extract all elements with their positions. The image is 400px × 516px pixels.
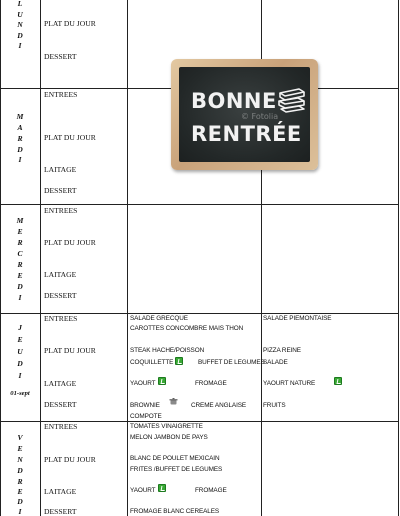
label-plat-mardi: PLAT DU JOUR (44, 133, 96, 142)
jeudi-alt-dessert: FRUITS (263, 402, 286, 409)
label-plat-vendredi: PLAT DU JOUR (44, 455, 96, 464)
vendredi-entree-1: TOMATES VINAIGRETTE (130, 423, 203, 430)
row-divider-mardi (0, 204, 398, 205)
label-plat-mercredi: PLAT DU JOUR (44, 238, 96, 247)
jeudi-plat-3: BUFFET DE LEGUMES (198, 359, 265, 366)
jeudi-alt-plat-2: SALADE (263, 359, 288, 366)
jeudi-laitage-2: FROMAGE (195, 380, 227, 387)
day-letter: M (16, 216, 24, 225)
day-letter: E (17, 335, 23, 344)
books-icon (277, 87, 307, 115)
jeudi-alt-entree: SALADE PIEMONTAISE (263, 315, 332, 322)
day-letter: I (18, 371, 22, 380)
jeudi-alt-plat-1: PIZZA REINE (263, 347, 301, 354)
day-letter: D (17, 31, 23, 40)
day-letter: D (17, 145, 23, 154)
day-letter: R (17, 238, 23, 247)
jeudi-alt-laitage: YAOURT NATURE (263, 380, 316, 387)
label-dessert-mardi: DESSERT (44, 186, 77, 195)
day-letter: U (17, 10, 23, 19)
day-letter: N (17, 20, 23, 29)
bio-label-icon (158, 377, 166, 385)
vendredi-laitage-2: FROMAGE (195, 487, 227, 494)
day-letter: D (17, 359, 23, 368)
day-letter: A (17, 123, 23, 132)
jeudi-dessert-1: BROWNIE (130, 402, 160, 409)
day-letter: R (17, 260, 23, 269)
label-dessert-lundi: DESSERT (44, 52, 77, 61)
vendredi-plat-1: BLANC DE POULET MEXICAIN (130, 455, 220, 462)
watermark: © Fotolia (241, 112, 279, 121)
day-letter: D (17, 282, 23, 291)
label-entrees-jeudi: ENTREES (44, 314, 78, 323)
day-letter: I (18, 293, 22, 302)
label-laitage-vendredi: LAITAGE (44, 487, 77, 496)
day-letter: I (18, 41, 22, 50)
day-letter: M (16, 112, 24, 121)
day-letter: L (17, 0, 23, 8)
day-letter: V (17, 433, 23, 442)
vendredi-dessert-1: FROMAGE BLANC CEREALES (130, 508, 220, 515)
bio-label-icon (158, 484, 166, 492)
day-letter: D (17, 497, 23, 506)
label-laitage-mercredi: LAITAGE (44, 270, 77, 279)
label-dessert-mercredi: DESSERT (44, 291, 77, 300)
date-jeudi: 01-sept (10, 390, 30, 397)
vendredi-entree-2: MELON JAMBON DE PAYS (130, 434, 208, 441)
vendredi-plat-2: FRITES /BUFFET DE LEGUMES (130, 466, 223, 473)
day-letter: I (18, 155, 22, 164)
jeudi-laitage-1: YAOURT (130, 380, 156, 387)
day-letter: J (18, 323, 22, 332)
day-letter: C (17, 249, 23, 258)
label-plat-lundi: PLAT DU JOUR (44, 19, 96, 28)
board-line-1: BONNE (191, 89, 277, 113)
label-entrees-mercredi: ENTREES (44, 206, 78, 215)
label-laitage-jeudi: LAITAGE (44, 379, 77, 388)
bio-label-icon (175, 357, 183, 365)
board-line-2: RENTRÉE (191, 122, 302, 146)
jeudi-plat-2: COQUILLETTE (130, 359, 174, 366)
chalkboard-surface (179, 67, 310, 162)
day-letter: D (17, 466, 23, 475)
day-letter: I (18, 507, 22, 516)
label-plat-jeudi: PLAT DU JOUR (44, 346, 96, 355)
vendredi-laitage-1: YAOURT (130, 487, 156, 494)
column-divider-label (127, 0, 128, 516)
bio-label-icon (334, 377, 342, 385)
day-letter: E (17, 227, 23, 236)
row-divider-lundi-right (314, 88, 398, 89)
day-letter: E (17, 444, 23, 453)
jeudi-plat-1: STEAK HACHE/POISSON (130, 347, 205, 354)
label-entrees-mardi: ENTREES (44, 90, 78, 99)
casserole-icon (169, 398, 178, 405)
day-letter: U (17, 347, 23, 356)
jeudi-dessert-3: COMPOTE (130, 413, 162, 420)
column-divider-day (40, 0, 41, 516)
jeudi-entree-1: SALADE GRECQUE (130, 315, 188, 322)
label-entrees-vendredi: ENTREES (44, 422, 78, 431)
row-divider-lundi (0, 88, 175, 89)
day-letter: R (17, 134, 23, 143)
day-letter: E (17, 487, 23, 496)
day-letter: R (17, 477, 23, 486)
label-dessert-vendredi: DESSERT (44, 507, 77, 516)
label-dessert-jeudi: DESSERT (44, 400, 77, 409)
jeudi-entree-2: CAROTTES CONCOMBRE MAIS THON (130, 325, 244, 332)
label-laitage-mardi: LAITAGE (44, 165, 77, 174)
table-border-right (398, 0, 399, 516)
jeudi-dessert-2: CREME ANGLAISE (191, 402, 247, 409)
day-letter: E (17, 271, 23, 280)
day-letter: N (17, 455, 23, 464)
bonne-rentree-chalkboard (171, 59, 318, 170)
